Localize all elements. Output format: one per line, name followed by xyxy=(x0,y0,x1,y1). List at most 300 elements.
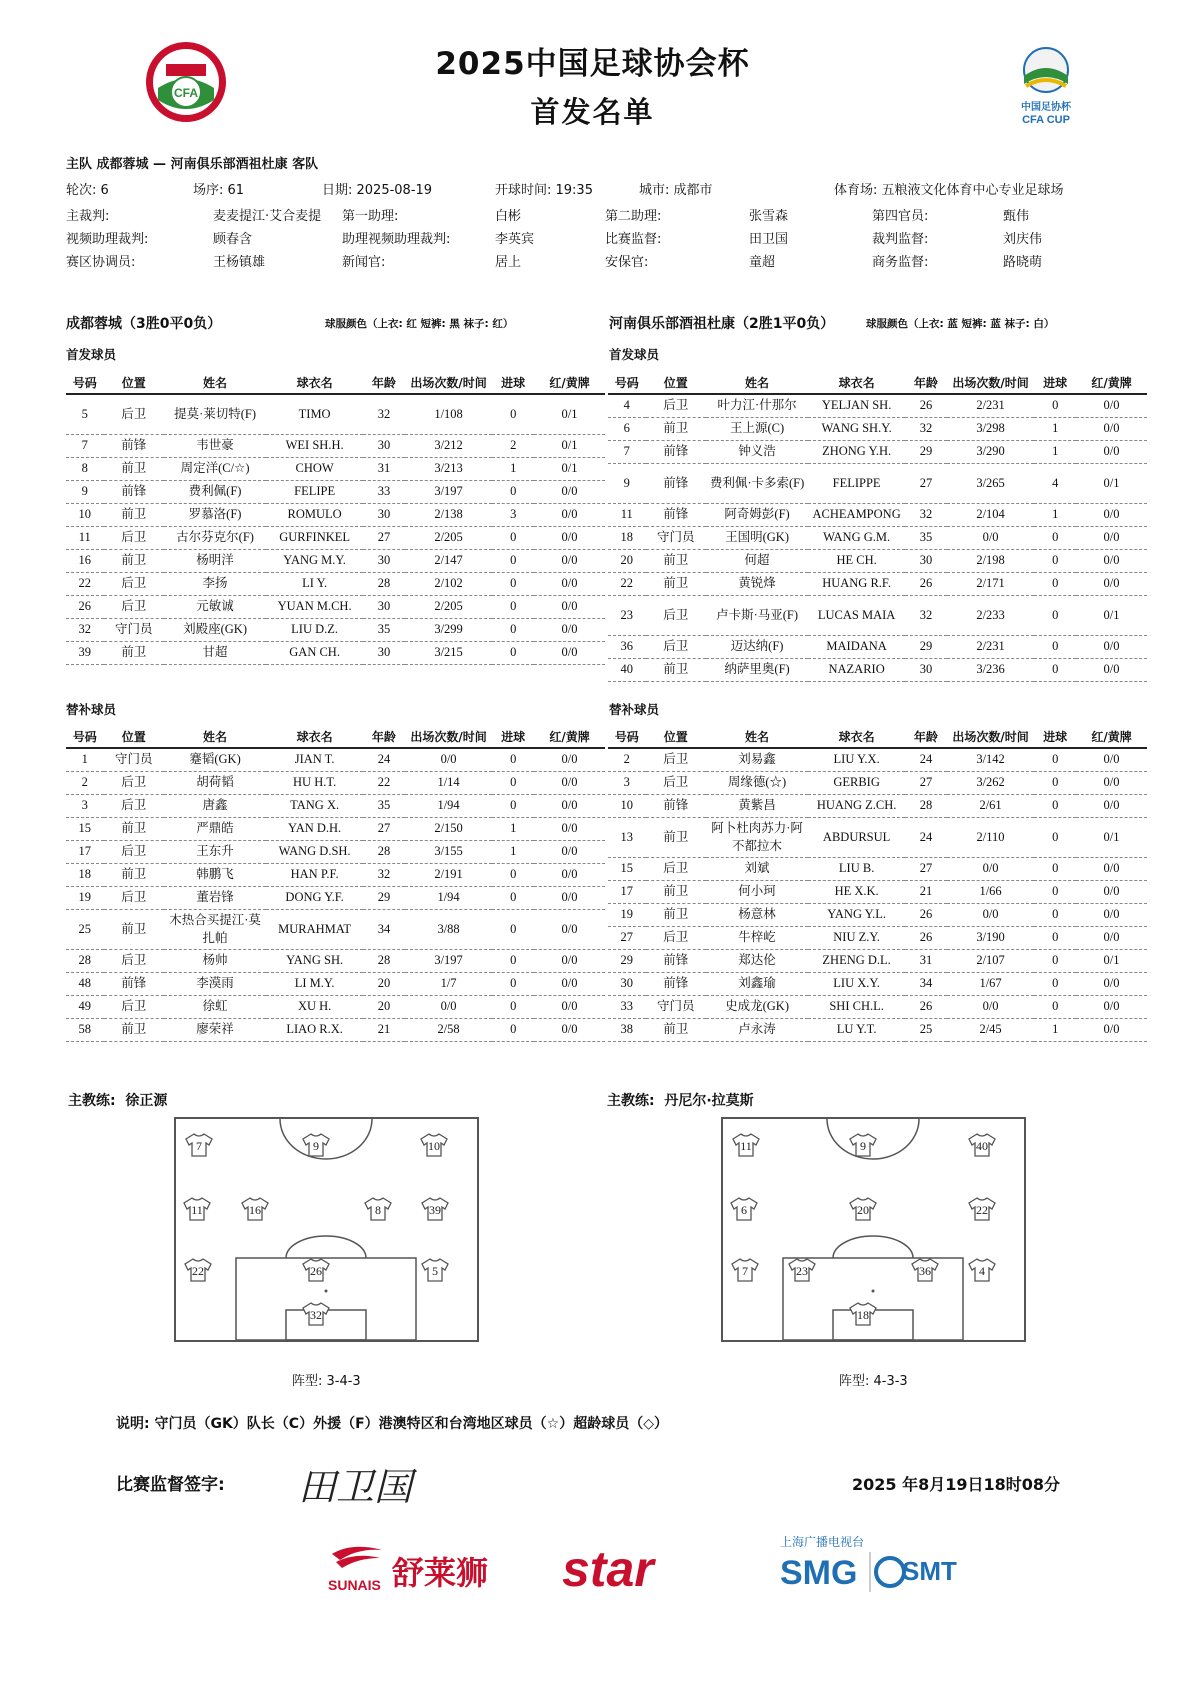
cell-position: 前卫 xyxy=(104,457,164,480)
cell-shirt-name: SHI CH.L. xyxy=(808,995,905,1018)
cell-name: 周缘德(☆) xyxy=(706,771,808,794)
cell-goals: 0 xyxy=(492,995,534,1018)
cell-name: 迈达纳(F) xyxy=(706,635,808,658)
cell-name: 王上源(C) xyxy=(706,417,808,440)
cell-shirt-name: JIAN T. xyxy=(266,748,363,771)
cell-position: 前卫 xyxy=(646,817,706,857)
cell-goals: 0 xyxy=(1034,949,1076,972)
cell-number: 49 xyxy=(66,995,104,1018)
cell-name: 古尔芬克尔(F) xyxy=(164,526,266,549)
cell-age: 20 xyxy=(363,995,405,1018)
home-coach-label: 主教练: xyxy=(68,1093,116,1109)
player-shirt-icon xyxy=(421,1258,449,1282)
cell-number: 33 xyxy=(608,995,646,1018)
cell-goals: 0 xyxy=(492,972,534,995)
player-shirt-icon xyxy=(849,1133,877,1157)
player-shirt-number: 7 xyxy=(742,1264,748,1278)
cell-position: 后卫 xyxy=(646,635,706,658)
cell-shirt-name: HE CH. xyxy=(808,549,905,572)
cell-number: 17 xyxy=(608,880,646,903)
cell-appearances: 2/205 xyxy=(405,526,493,549)
cell-cards: 0/0 xyxy=(534,886,605,909)
cell-age: 29 xyxy=(363,886,405,909)
cell-name: 蹇韬(GK) xyxy=(164,748,266,771)
column-header-cards: 红/黄牌 xyxy=(1076,726,1147,748)
table-row xyxy=(66,434,605,457)
table-row xyxy=(66,480,605,503)
away-starters-table xyxy=(608,372,1147,682)
cell-position: 前卫 xyxy=(646,572,706,595)
cell-name: 费利佩(F) xyxy=(164,480,266,503)
table-row xyxy=(66,641,605,664)
cell-cards: 0/0 xyxy=(534,618,605,641)
cell-position: 前卫 xyxy=(104,503,164,526)
player-shirt-number: 22 xyxy=(192,1264,204,1278)
cell-appearances: 0/0 xyxy=(405,995,493,1018)
signature-label: 比赛监督签字: xyxy=(116,1475,225,1495)
player-shirt-number: 5 xyxy=(432,1264,438,1278)
table-row xyxy=(66,817,605,840)
cell-position: 后卫 xyxy=(646,394,706,417)
away-starters-label: 首发球员 xyxy=(609,347,660,362)
column-header-age: 年龄 xyxy=(363,372,405,394)
sign-datetime: 2025 年8月19日18时08分 xyxy=(852,1475,1061,1494)
cell-number: 3 xyxy=(608,771,646,794)
column-header-appearances: 出场次数/时间 xyxy=(947,726,1035,748)
cell-shirt-name: HE X.K. xyxy=(808,880,905,903)
cell-cards: 0/0 xyxy=(534,771,605,794)
official-name: 田卫国 xyxy=(749,232,789,247)
home-formation-pitch xyxy=(174,1117,479,1342)
cell-goals: 0 xyxy=(492,886,534,909)
cell-number: 15 xyxy=(66,817,104,840)
table-row xyxy=(66,863,605,886)
cell-position: 前卫 xyxy=(646,549,706,572)
cell-age: 34 xyxy=(363,909,405,949)
cell-name: 纳萨里奥(F) xyxy=(706,658,808,681)
cell-goals: 0 xyxy=(1034,880,1076,903)
cell-name: 韦世豪 xyxy=(164,434,266,457)
table-row xyxy=(66,995,605,1018)
official-role: 主裁判: xyxy=(66,209,110,224)
column-header-number: 号码 xyxy=(608,726,646,748)
cell-goals: 0 xyxy=(1034,549,1076,572)
cell-age: 27 xyxy=(905,857,947,880)
cell-appearances: 3/190 xyxy=(947,926,1035,949)
kickoff-time: 开球时间: 19:35 xyxy=(495,183,593,198)
cell-name: 阿奇姆彭(F) xyxy=(706,503,808,526)
cell-appearances: 2/233 xyxy=(947,595,1035,635)
cell-number: 25 xyxy=(66,909,104,949)
table-row xyxy=(608,972,1147,995)
cell-goals: 0 xyxy=(492,771,534,794)
cell-name: 杨明洋 xyxy=(164,549,266,572)
cell-goals: 1 xyxy=(1034,503,1076,526)
cell-goals: 2 xyxy=(492,434,534,457)
cell-number: 32 xyxy=(66,618,104,641)
cell-appearances: 0/0 xyxy=(947,903,1035,926)
cell-appearances: 2/171 xyxy=(947,572,1035,595)
cell-appearances: 2/102 xyxy=(405,572,493,595)
player-shirt-number: 32 xyxy=(310,1308,322,1322)
cell-age: 32 xyxy=(905,417,947,440)
cell-number: 27 xyxy=(608,926,646,949)
svg-text:舒莱狮: 舒莱狮 xyxy=(392,1554,489,1592)
cell-appearances: 2/147 xyxy=(405,549,493,572)
cell-name: 刘斌 xyxy=(706,857,808,880)
cell-cards: 0/1 xyxy=(534,457,605,480)
official-name: 路晓萌 xyxy=(1003,255,1043,270)
official-name: 居上 xyxy=(495,255,522,270)
cell-shirt-name: YAN D.H. xyxy=(266,817,363,840)
cell-position: 前锋 xyxy=(646,463,706,503)
cell-position: 前卫 xyxy=(104,549,164,572)
cell-goals: 0 xyxy=(1034,995,1076,1018)
official-role: 视频助理裁判: xyxy=(66,232,149,247)
cell-appearances: 2/107 xyxy=(947,949,1035,972)
table-row xyxy=(608,880,1147,903)
cell-cards: 0/0 xyxy=(1076,549,1147,572)
cell-position: 前卫 xyxy=(646,417,706,440)
cell-number: 6 xyxy=(608,417,646,440)
column-header-shirt-name: 球衣名 xyxy=(808,372,905,394)
player-shirt-number: 16 xyxy=(249,1203,261,1217)
cell-position: 前卫 xyxy=(646,880,706,903)
cell-name: 李扬 xyxy=(164,572,266,595)
cell-cards: 0/1 xyxy=(534,434,605,457)
cell-appearances: 2/205 xyxy=(405,595,493,618)
cell-name: 廖荣祥 xyxy=(164,1018,266,1041)
cell-number: 10 xyxy=(608,794,646,817)
cell-goals: 1 xyxy=(1034,1018,1076,1041)
cell-number: 7 xyxy=(608,440,646,463)
match-date: 日期: 2025-08-19 xyxy=(322,183,433,198)
cell-age: 27 xyxy=(905,771,947,794)
cell-goals: 0 xyxy=(492,595,534,618)
cell-name: 卢卡斯·马亚(F) xyxy=(706,595,808,635)
official-role: 商务监督: xyxy=(872,255,929,270)
table-row xyxy=(608,658,1147,681)
cell-number: 29 xyxy=(608,949,646,972)
cell-name: 提莫·莱切特(F) xyxy=(164,394,266,434)
cell-cards: 0/0 xyxy=(534,817,605,840)
cell-appearances: 1/67 xyxy=(947,972,1035,995)
table-row xyxy=(66,503,605,526)
table-row xyxy=(608,463,1147,503)
cell-age: 32 xyxy=(363,394,405,434)
player-shirt-icon xyxy=(732,1133,760,1157)
home-subs-table xyxy=(66,726,605,1042)
home-starters-label: 首发球员 xyxy=(66,347,117,362)
home-kit-colors: 球服颜色（上衣: 红 短裤: 黑 袜子: 红） xyxy=(325,318,514,330)
cell-goals: 0 xyxy=(492,748,534,771)
cell-shirt-name: MAIDANA xyxy=(808,635,905,658)
cell-cards: 0/0 xyxy=(1076,857,1147,880)
cell-number: 11 xyxy=(608,503,646,526)
cell-age: 26 xyxy=(905,995,947,1018)
table-row xyxy=(608,771,1147,794)
column-header-shirt-name: 球衣名 xyxy=(266,372,363,394)
table-row xyxy=(66,794,605,817)
svg-text:上海广播电视台: 上海广播电视台 xyxy=(780,1535,865,1549)
page-subtitle: 首发名单 xyxy=(530,95,655,129)
table-row xyxy=(608,635,1147,658)
cell-shirt-name: YANG Y.L. xyxy=(808,903,905,926)
cell-shirt-name: CHOW xyxy=(266,457,363,480)
cell-name: 黄锐烽 xyxy=(706,572,808,595)
table-row xyxy=(608,549,1147,572)
column-header-number: 号码 xyxy=(66,372,104,394)
cell-number: 18 xyxy=(608,526,646,549)
official-name: 麦麦提江·艾合麦提 xyxy=(213,209,322,224)
table-row xyxy=(66,909,605,949)
cell-cards: 0/0 xyxy=(1076,995,1147,1018)
cell-shirt-name: ACHEAMPONG xyxy=(808,503,905,526)
cell-shirt-name: TIMO xyxy=(266,394,363,434)
cell-appearances: 0/0 xyxy=(947,857,1035,880)
cell-cards: 0/0 xyxy=(534,641,605,664)
cell-age: 28 xyxy=(363,840,405,863)
cell-position: 后卫 xyxy=(104,771,164,794)
player-shirt-icon xyxy=(911,1258,939,1282)
cell-name: 费利佩·卡多索(F) xyxy=(706,463,808,503)
column-header-age: 年龄 xyxy=(905,726,947,748)
cell-age: 29 xyxy=(905,635,947,658)
cell-age: 27 xyxy=(363,526,405,549)
table-row xyxy=(608,595,1147,635)
away-coach xyxy=(607,1090,754,1110)
official-role: 比赛监督: xyxy=(605,232,662,247)
table-row xyxy=(66,748,605,771)
cell-shirt-name: HAN P.F. xyxy=(266,863,363,886)
cell-age: 28 xyxy=(363,949,405,972)
cell-appearances: 2/110 xyxy=(947,817,1035,857)
home-coach-name: 徐正源 xyxy=(125,1093,168,1109)
cell-position: 前锋 xyxy=(104,480,164,503)
cell-shirt-name: HU H.T. xyxy=(266,771,363,794)
round: 轮次: 6 xyxy=(66,183,109,198)
cell-number: 2 xyxy=(66,771,104,794)
cell-goals: 4 xyxy=(1034,463,1076,503)
cell-number: 13 xyxy=(608,817,646,857)
cell-goals: 0 xyxy=(492,1018,534,1041)
cell-shirt-name: GERBIG xyxy=(808,771,905,794)
cell-appearances: 1/108 xyxy=(405,394,493,434)
cell-goals: 0 xyxy=(1034,817,1076,857)
cell-name: 罗慕洛(F) xyxy=(164,503,266,526)
cell-age: 32 xyxy=(363,863,405,886)
player-shirt-number: 8 xyxy=(375,1203,381,1217)
player-shirt-number: 26 xyxy=(310,1264,322,1278)
cell-cards: 0/0 xyxy=(1076,794,1147,817)
cell-name: 杨帅 xyxy=(164,949,266,972)
cell-cards: 0/1 xyxy=(534,394,605,434)
svg-text:CFA CUP: CFA CUP xyxy=(1022,114,1070,126)
table-row xyxy=(608,949,1147,972)
table-row xyxy=(66,618,605,641)
cell-goals: 1 xyxy=(492,457,534,480)
cell-position: 前锋 xyxy=(104,972,164,995)
cell-name: 刘殿座(GK) xyxy=(164,618,266,641)
cell-cards: 0/0 xyxy=(1076,903,1147,926)
player-shirt-icon xyxy=(184,1258,212,1282)
cell-position: 守门员 xyxy=(646,995,706,1018)
cell-name: 王国明(GK) xyxy=(706,526,808,549)
cell-shirt-name: LI Y. xyxy=(266,572,363,595)
table-row xyxy=(608,417,1147,440)
official-role: 第一助理: xyxy=(342,209,399,224)
cell-appearances: 0/0 xyxy=(405,748,493,771)
cell-name: 刘易鑫 xyxy=(706,748,808,771)
cell-appearances: 1/7 xyxy=(405,972,493,995)
cell-shirt-name: ZHONG Y.H. xyxy=(808,440,905,463)
away-kit-colors: 球服颜色（上衣: 蓝 短裤: 蓝 袜子: 白） xyxy=(866,318,1055,330)
cell-number: 15 xyxy=(608,857,646,880)
cell-shirt-name: NAZARIO xyxy=(808,658,905,681)
official-role: 赛区协调员: xyxy=(66,255,136,270)
cell-position: 前锋 xyxy=(646,972,706,995)
player-shirt-number: 23 xyxy=(796,1264,808,1278)
cell-goals: 0 xyxy=(1034,972,1076,995)
svg-text:SMG: SMG xyxy=(780,1554,858,1592)
player-shirt-icon xyxy=(364,1197,392,1221)
cell-age: 26 xyxy=(905,903,947,926)
cell-number: 58 xyxy=(66,1018,104,1041)
official-role: 助理视频助理裁判: xyxy=(342,232,451,247)
player-shirt-icon xyxy=(185,1133,213,1157)
away-formation-pitch xyxy=(721,1117,1026,1342)
cell-position: 前锋 xyxy=(646,794,706,817)
column-header-name: 姓名 xyxy=(164,726,266,748)
cell-goals: 0 xyxy=(492,641,534,664)
sponsor-star-logo xyxy=(558,1540,713,1596)
cell-name: 王东升 xyxy=(164,840,266,863)
official-name: 顾春含 xyxy=(213,232,253,247)
cell-position: 后卫 xyxy=(104,394,164,434)
cell-position: 前卫 xyxy=(104,909,164,949)
official-role: 第二助理: xyxy=(605,209,662,224)
table-row xyxy=(608,526,1147,549)
cell-cards: 0/0 xyxy=(1076,572,1147,595)
player-shirt-icon xyxy=(420,1133,448,1157)
cell-shirt-name: LIU B. xyxy=(808,857,905,880)
cell-appearances: 1/66 xyxy=(947,880,1035,903)
column-header-appearances: 出场次数/时间 xyxy=(947,372,1035,394)
cell-cards: 0/0 xyxy=(1076,880,1147,903)
cell-age: 27 xyxy=(363,817,405,840)
cell-goals: 0 xyxy=(1034,748,1076,771)
cell-appearances: 2/45 xyxy=(947,1018,1035,1041)
svg-text:田卫国: 田卫国 xyxy=(298,1465,413,1509)
column-header-position: 位置 xyxy=(104,372,164,394)
official-name: 张雪森 xyxy=(749,209,789,224)
table-row xyxy=(66,595,605,618)
cell-number: 38 xyxy=(608,1018,646,1041)
table-row xyxy=(66,549,605,572)
cell-number: 11 xyxy=(66,526,104,549)
cell-appearances: 2/231 xyxy=(947,635,1035,658)
cell-number: 19 xyxy=(608,903,646,926)
cell-appearances: 3/262 xyxy=(947,771,1035,794)
player-shirt-number: 18 xyxy=(857,1308,869,1322)
svg-text:star: star xyxy=(562,1541,654,1596)
cell-number: 9 xyxy=(66,480,104,503)
official-name: 王杨镇雄 xyxy=(213,255,266,270)
cell-appearances: 3/197 xyxy=(405,949,493,972)
player-shirt-icon xyxy=(849,1302,877,1326)
cell-goals: 3 xyxy=(492,503,534,526)
cell-shirt-name: LIAO R.X. xyxy=(266,1018,363,1041)
official-role: 安保官: xyxy=(605,255,649,270)
cell-name: 何超 xyxy=(706,549,808,572)
cell-position: 前锋 xyxy=(646,440,706,463)
table-row xyxy=(66,457,605,480)
cell-name: 史成龙(GK) xyxy=(706,995,808,1018)
table-row xyxy=(608,995,1147,1018)
cell-shirt-name: YANG M.Y. xyxy=(266,549,363,572)
cell-age: 26 xyxy=(905,572,947,595)
player-shirt-icon xyxy=(731,1258,759,1282)
cell-appearances: 3/265 xyxy=(947,463,1035,503)
cell-name: 何小珂 xyxy=(706,880,808,903)
sponsor-sunais-logo xyxy=(322,1540,497,1596)
cell-age: 35 xyxy=(905,526,947,549)
cell-position: 后卫 xyxy=(646,857,706,880)
cell-shirt-name: LUCAS MAIA xyxy=(808,595,905,635)
table-row xyxy=(66,949,605,972)
cell-position: 前卫 xyxy=(646,903,706,926)
cell-age: 32 xyxy=(905,595,947,635)
cell-goals: 1 xyxy=(1034,440,1076,463)
player-shirt-icon xyxy=(968,1197,996,1221)
player-shirt-icon xyxy=(183,1197,211,1221)
cell-goals: 1 xyxy=(492,817,534,840)
cell-shirt-name: WANG D.SH. xyxy=(266,840,363,863)
home-team-name: 成都蓉城（3胜0平0负） xyxy=(66,316,222,332)
cell-number: 36 xyxy=(608,635,646,658)
cell-age: 29 xyxy=(905,440,947,463)
cell-position: 前卫 xyxy=(104,863,164,886)
cell-goals: 0 xyxy=(492,909,534,949)
cell-position: 后卫 xyxy=(104,840,164,863)
cell-name: 叶力江·什那尔 xyxy=(706,394,808,417)
column-header-goals: 进球 xyxy=(1034,372,1076,394)
away-subs-table xyxy=(608,726,1147,1042)
cell-cards: 0/0 xyxy=(1076,926,1147,949)
cell-age: 20 xyxy=(363,972,405,995)
cell-cards: 0/0 xyxy=(534,549,605,572)
cell-goals: 1 xyxy=(1034,417,1076,440)
cell-shirt-name: ABDURSUL xyxy=(808,817,905,857)
cell-shirt-name: YANG SH. xyxy=(266,949,363,972)
player-shirt-number: 9 xyxy=(860,1139,866,1153)
cell-number: 16 xyxy=(66,549,104,572)
cell-goals: 0 xyxy=(1034,926,1076,949)
cell-cards: 0/0 xyxy=(534,526,605,549)
column-header-goals: 进球 xyxy=(1034,726,1076,748)
cell-appearances: 2/231 xyxy=(947,394,1035,417)
player-shirt-number: 11 xyxy=(191,1203,203,1217)
cell-goals: 0 xyxy=(1034,572,1076,595)
cell-shirt-name: LI M.Y. xyxy=(266,972,363,995)
city: 城市: 成都市 xyxy=(639,183,713,198)
cell-number: 20 xyxy=(608,549,646,572)
table-row xyxy=(66,840,605,863)
cell-age: 30 xyxy=(363,503,405,526)
home-starters-table xyxy=(66,372,605,665)
official-name: 刘庆伟 xyxy=(1003,232,1043,247)
cell-position: 后卫 xyxy=(104,572,164,595)
